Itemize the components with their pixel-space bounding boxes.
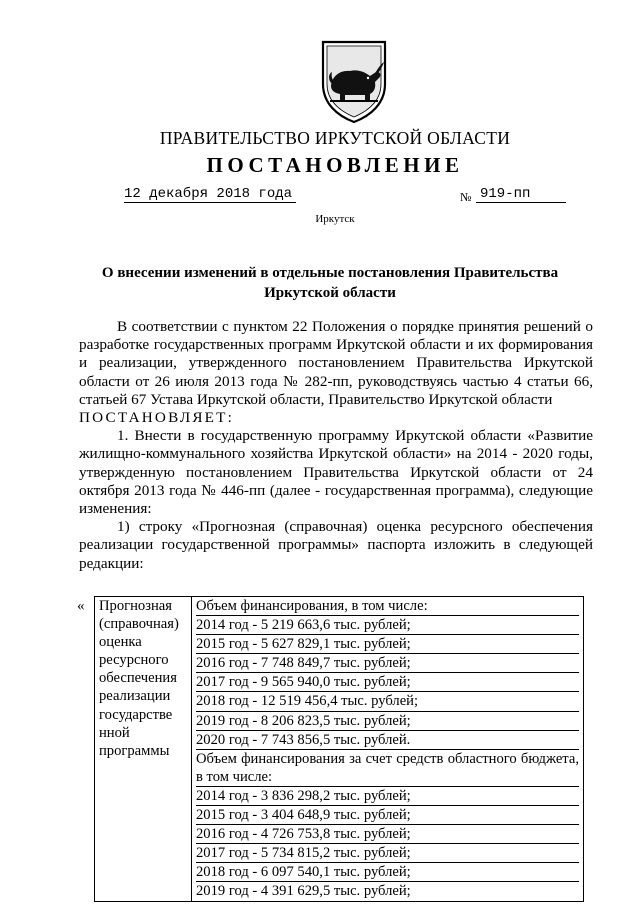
funding-table (94, 596, 584, 902)
subject-line: О внесении изменений в отдельные постановления Правительства (101, 265, 559, 281)
document-body (79, 318, 593, 573)
coat-of-arms-icon (318, 38, 390, 124)
item-1-paragraph: 1. Внести в государственную программу Иркутской области «Развитие жилищно-коммунального хозяйства Иркутской области» на 2014 - 2020 годы, утвержденную постановлением Правительства Иркутской области от 24 октября 2013 года № 446-пп (далее - государственная программа), следующие изменения: (79, 427, 593, 518)
row-value-cell (192, 597, 584, 902)
label-line: государстве (99, 706, 173, 723)
item-1-1-paragraph: 1) строку «Прогнозная (справочная) оценка ресурсного обеспечения реализации государственной программы» паспорта изложить в следующей редакции: (79, 518, 593, 572)
label-line: программы (99, 742, 170, 759)
label-line: реализации (99, 688, 171, 705)
label-line: (справочная) (99, 616, 179, 633)
funding-line: 2019 год - 8 206 823,5 тыс. рублей; (196, 712, 579, 731)
funding-line: 2014 год - 5 219 663,6 тыс. рублей; (196, 616, 579, 635)
funding-line: 2015 год - 5 627 829,1 тыс. рублей; (196, 635, 579, 654)
funding-line: 2016 год - 7 748 849,7 тыс. рублей; (196, 654, 579, 673)
city: Иркутск (315, 213, 355, 225)
label-line: нной (99, 724, 130, 741)
regional-funding-line: 2017 год - 5 734 815,2 тыс. рублей; (196, 844, 579, 863)
funding-line: 2018 год - 12 519 456,4 тыс. рублей; (196, 692, 579, 711)
government-title: ПРАВИТЕЛЬСТВО ИРКУТСКОЙ ОБЛАСТИ (159, 128, 511, 148)
open-quote: « (77, 598, 85, 614)
regional-funding-line: 2019 год - 4 391 629,5 тыс. рублей; (196, 883, 411, 900)
label-line: ресурсного (99, 652, 169, 669)
label-line: оценка (99, 634, 142, 651)
document-type: ПОСТАНОВЛЕНИЕ (206, 153, 464, 177)
document-number: 919-пп (476, 186, 566, 203)
regional-funding-line: 2015 год - 3 404 648,9 тыс. рублей; (196, 806, 579, 825)
label-line: Прогнозная (99, 598, 172, 614)
subject-line: Иркутской области (264, 285, 396, 301)
document-date: 12 декабря 2018 года (124, 186, 296, 203)
number-sign: № (460, 190, 472, 204)
document-subject (60, 263, 600, 303)
funding-line: 2017 год - 9 565 940,0 тыс. рублей; (196, 673, 579, 692)
funding-line: 2020 год - 7 743 856,5 тыс. рублей. (196, 731, 579, 750)
preamble-paragraph: В соответствии с пунктом 22 Положения о порядке принятия решений о разработке государственных программ Иркутской области и их формирования и реализации, утвержденного постановлением Правительства Иркутской области от 26 июля 2013 года № 282-пп, руководствуясь частью 4 статьи 66, статьей 67 Устава Иркутской области, Правительство Иркутской области (79, 318, 593, 408)
regional-funding-line: 2018 год - 6 097 540,1 тыс. рублей; (196, 863, 579, 882)
regional-funding-line: 2014 год - 3 836 298,2 тыс. рублей; (196, 787, 579, 806)
regional-funding-line: 2016 год - 4 726 753,8 тыс. рублей; (196, 825, 579, 844)
total-heading: Объем финансирования, в том числе: (196, 597, 579, 616)
label-line: обеспечения (99, 670, 177, 687)
decree-word: ПОСТАНОВЛЯЕТ: (79, 409, 235, 427)
table-row (95, 597, 584, 902)
row-label-cell (95, 597, 192, 902)
regional-heading: Объем финансирования за счет средств областного бюджета, в том числе: (196, 750, 579, 787)
